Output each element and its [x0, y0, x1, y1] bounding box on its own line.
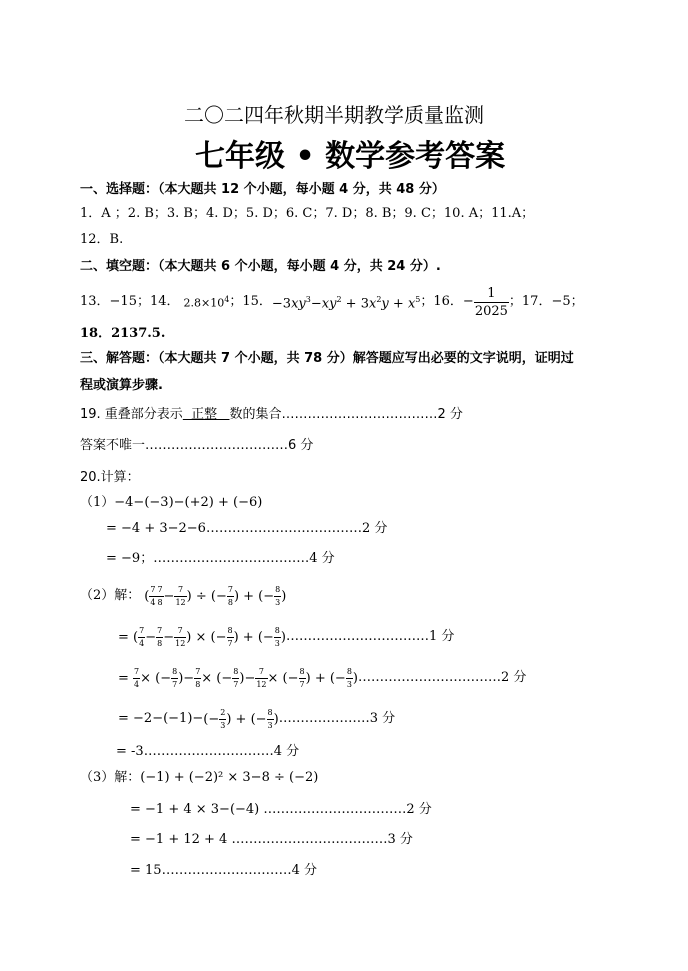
q20-3-expression: （3）解：(−1) + (−2)² × 3−8 ÷ (−2): [80, 770, 319, 785]
q20-2-step2-math: = $\frac{7}{4}$ × (− $\frac{8}{7}$ )− $\frac{7}{8}$ × (− $\frac{8}{7}$ )− $\frac{7}{12}$ × (− $\frac{8}{7}$ ) + (− $\frac{8}{3}$ ): [118, 666, 358, 689]
answer-17: ；17．−5；: [508, 294, 584, 309]
q19-prefix: 19. 重叠部分表示: [80, 407, 183, 422]
section-fill-heading: 二、填空题：（本大题共 6 个小题，每小题 4 分，共 24 分）.: [80, 259, 441, 274]
q20-2-step3-prefix: = −2−(−1)−: [118, 711, 204, 726]
q19-line1: [80, 407, 463, 423]
section-solve-heading-line2: 程或演算步骤.: [80, 378, 163, 393]
page-title: 二〇二四年秋期半期教学质量监测: [184, 103, 484, 127]
choice-answers-line2: 12．B.: [80, 232, 124, 247]
q20-2-step3-math: (− $\frac{2}{3}$ ) + (− $\frac{8}{3}$ ): [203, 707, 279, 730]
answer-15-label: ；15．: [229, 294, 272, 309]
fraction-denominator: 2025: [474, 303, 508, 319]
q19-blank: 正整: [182, 407, 230, 422]
q20-2-step2: [118, 663, 526, 693]
q20-1-expression: （1）−4−(−3)−(+2) + (−6): [80, 495, 263, 510]
q19-suffix: 数的集合………………………………2 分: [229, 407, 463, 422]
q20-2-step2-score: ……………………………2 分: [358, 670, 527, 685]
q20-2-step1-score: ……………………………1 分: [285, 629, 455, 644]
q20-2-step4: = -3…………………………4 分: [116, 744, 300, 759]
answer-16-fraction: [474, 287, 509, 318]
fill-answers-line1: [80, 284, 584, 320]
section-solve-heading-line1: 三、解答题：（本大题共 7 个小题，共 78 分）解答题应写出必要的文字说明，证明过: [80, 351, 574, 366]
q20-3-step3: = 15…………………………4 分: [130, 863, 317, 878]
answer-13: 13．−15；14．: [80, 294, 180, 309]
q20-2-step1-math: = ( $\frac{7}{4}$ − $\frac{7}{8}$ − $\frac{7}{12}$ ) × (− $\frac{8}{7}$ ) + (− $\frac{8}{3}$ ): [118, 625, 286, 648]
q20-3-step2: = −1 + 12 + 4 ………………………………3 分: [130, 832, 413, 847]
q20-2-step3: [118, 704, 395, 734]
q20-3-step1: = −1 + 4 × 3−(−4) ……………………………2 分: [130, 802, 432, 817]
answer-16-label: ；16．−: [420, 294, 474, 309]
q20-2-step1: [118, 622, 454, 652]
q20-1-step1: = −4 + 3−2−6………………………………2 分: [106, 521, 388, 536]
answer-15-expr: $-3xy^3-xy^2 + 3x^2y + x^5$: [271, 294, 421, 312]
q20-1-step2: = −9；………………………………4 分: [106, 551, 335, 566]
answer-14: $2.8\times 10^4$: [183, 295, 230, 310]
q20-2-expression: [80, 581, 286, 611]
q20-2-step3-score: …………………3 分: [278, 711, 396, 726]
page-subtitle: 七年级 • 数学参考答案: [195, 139, 506, 174]
q20-2-math: ( $\frac{7}{4}$ $\frac{7}{8}$ − $\frac{7}{12}$ ) ÷ (− $\frac{7}{8}$ ) + (− $\frac{8}{3}$ ): [144, 584, 287, 607]
choice-answers-line1: 1．A ；2. B；3. B；4. D；5. D；6. C；7. D；8. B；9. C；10. A；11.A；: [80, 206, 535, 221]
fraction-numerator: 1: [487, 285, 496, 301]
q19-line2: 答案不唯一……………………………6 分: [80, 438, 314, 453]
q20-2-label: （2）解：: [80, 588, 141, 603]
q20-heading: 20.计算：: [80, 470, 140, 485]
section-choice-heading: 一、选择题：（本大题共 12 个小题，每小题 4 分，共 48 分）: [80, 182, 445, 197]
fill-answers-line2: 18．2137.5.: [80, 326, 166, 341]
